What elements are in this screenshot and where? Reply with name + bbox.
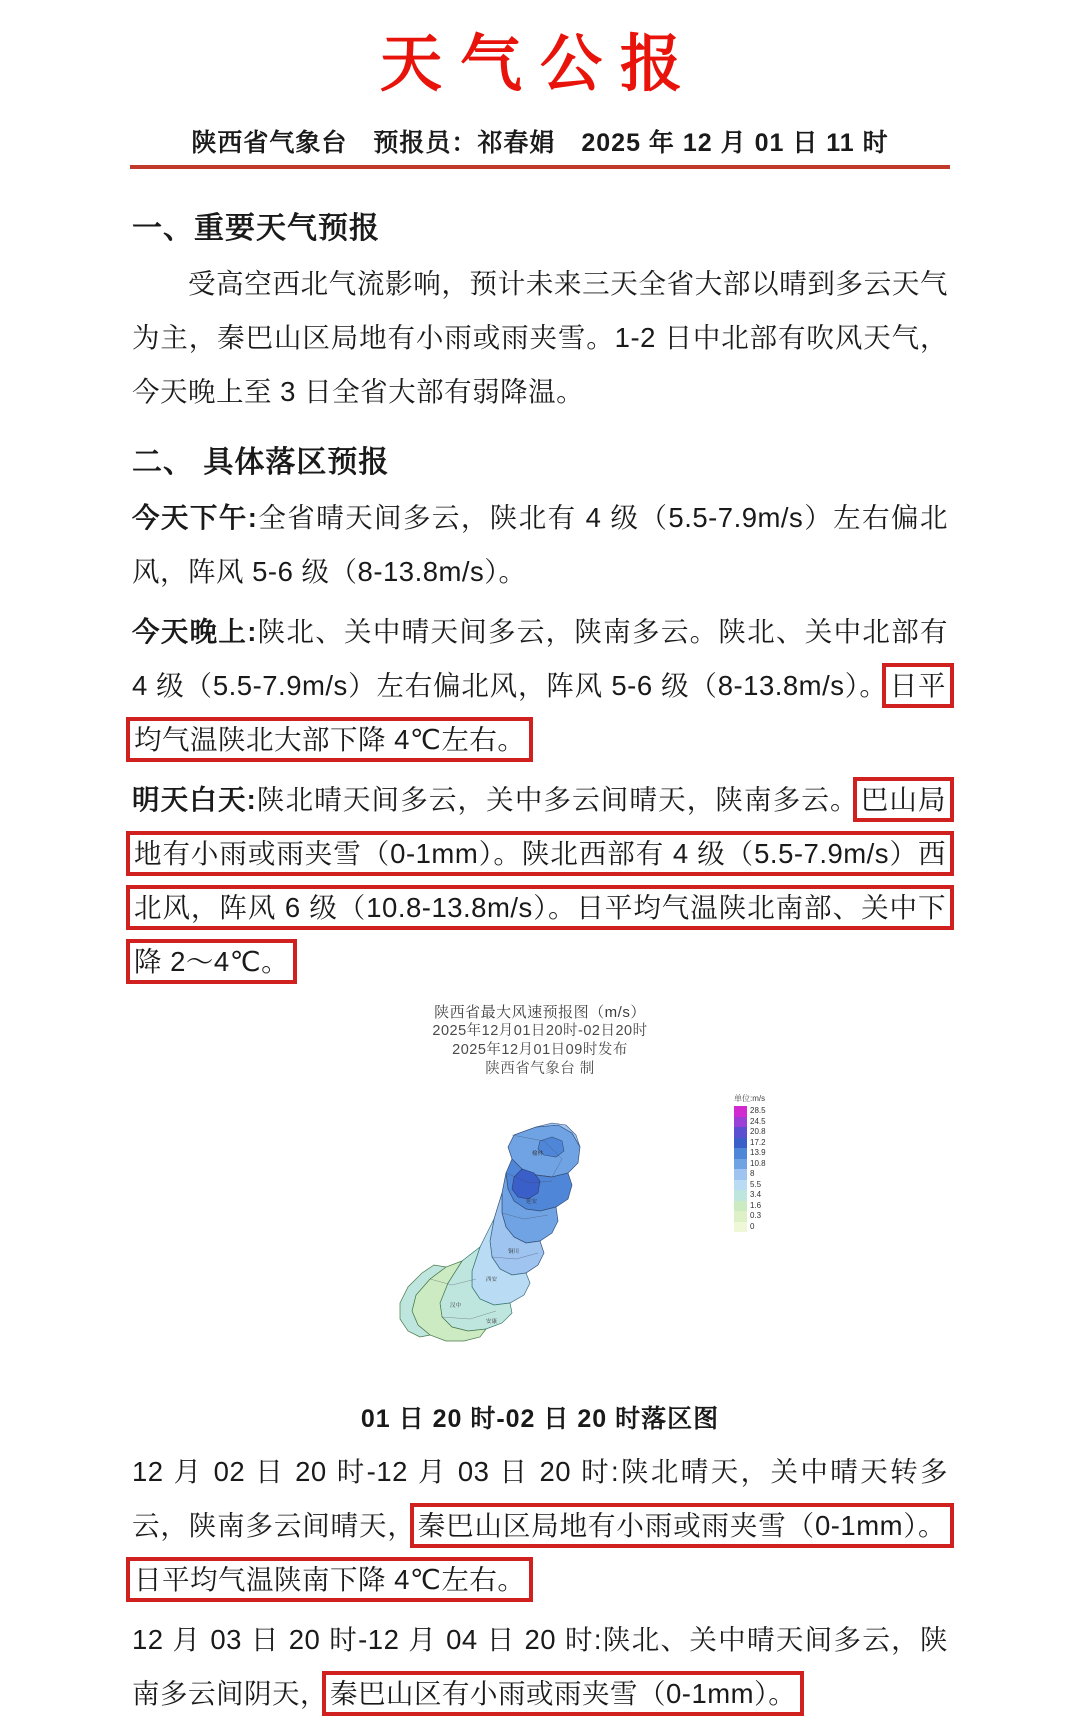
legend-item <box>734 1138 788 1149</box>
legend-swatch <box>734 1222 747 1233</box>
forecast-lead-tomorrow-daytime: 明天白天: <box>132 784 257 815</box>
legend-value: 3.4 <box>750 1190 762 1199</box>
wind-speed-map-figure <box>132 1003 948 1385</box>
legend-value: 13.9 <box>750 1148 766 1157</box>
forecast-text-tomorrow-daytime: 陕北晴天间多云，关中多云间晴天，陕南多云。 <box>256 784 859 815</box>
legend-value: 1.6 <box>750 1200 762 1210</box>
forecast-item-tomorrow-daytime <box>132 773 948 989</box>
document-body <box>0 169 1080 1721</box>
svg-text:铜川: 铜川 <box>508 1249 520 1255</box>
map-title-line: 陕西省最大风速预报图（m/s） <box>434 1004 646 1021</box>
legend-value: 20.8 <box>750 1127 766 1136</box>
legend-swatch <box>734 1211 747 1222</box>
byline: 陕西省气象台 预报员：祁春娟 2025 年 12 月 01 日 11 时 <box>130 123 950 169</box>
map-stage <box>300 1085 780 1385</box>
forecast-text-tonight: 陕北、关中晴天间多云，陕南多云。陕北、关中北部有 4 级（5.5-7.9m/s）左右偏北风，阵风 5-6 级（8-13.8m/s）。 <box>132 616 948 701</box>
svg-text:汉中: 汉中 <box>450 1303 462 1309</box>
highlight-tonight-temperature-drop: 日平均气温陕北大部下降 4℃左右。 <box>134 670 947 755</box>
legend-item <box>734 1201 788 1212</box>
legend-swatch <box>734 1190 747 1201</box>
legend-swatch <box>734 1159 747 1170</box>
svg-text:榆林: 榆林 <box>532 1151 544 1157</box>
legend-item <box>734 1222 788 1233</box>
highlight-dec02-dec03-precipitation: 秦巴山区局地有小雨或雨夹雪（0-1mm）。日平均气温陕南下降 4℃左右。 <box>134 1510 947 1595</box>
forecast-text-this-afternoon: 全省晴天间多云，陕北有 4 级（5.5-7.9m/s）左右偏北风，阵风 5-6 级（8-13.8m/s）。 <box>132 502 948 587</box>
legend-value: 28.5 <box>750 1106 766 1115</box>
byline-container <box>0 113 1080 169</box>
legend-item <box>734 1169 788 1180</box>
forecast-lead-this-afternoon: 今天下午: <box>132 502 258 533</box>
highlight-tomorrow-precipitation-wind: 巴山局地有小雨或雨夹雪（0-1mm）。陕北西部有 4 级（5.5-7.9m/s）西北风，阵风 6 级（10.8-13.8m/s）。日平均气温陕北南部、关中下降 2～4℃。 <box>134 784 946 977</box>
legend-swatch <box>734 1180 747 1191</box>
legend-item <box>734 1159 788 1170</box>
highlight-dec03-dec04-precipitation: 秦巴山区有小雨或雨夹雪（0-1mm）。 <box>330 1678 797 1709</box>
forecast-item-dec03-dec04 <box>132 1613 948 1721</box>
legend-value: 0.3 <box>750 1211 762 1220</box>
forecast-item-this-afternoon <box>132 491 948 599</box>
figure-caption: 01 日 20 时-02 日 20 时落区图 <box>360 1405 720 1433</box>
legend-swatch <box>734 1127 747 1138</box>
svg-text:安康: 安康 <box>486 1319 498 1325</box>
map-color-legend <box>734 1093 788 1232</box>
important-forecast-paragraph: 受高空西北气流影响，预计未来三天全省大部以晴到多云天气为主，秦巴山区局地有小雨或雨夹雪。1-2 日中北部有吹风天气，今天晚上至 3 日全省大部有弱降温。 <box>132 268 948 407</box>
legend-item <box>734 1211 788 1222</box>
legend-value: 24.5 <box>750 1116 766 1126</box>
legend-swatch <box>734 1138 747 1149</box>
legend-value: 17.2 <box>750 1137 766 1147</box>
svg-text:延安: 延安 <box>526 1199 538 1205</box>
legend-scale <box>734 1106 788 1232</box>
legend-swatch <box>734 1148 747 1159</box>
map-issued-line: 2025年12月01日09时发布 <box>452 1042 628 1058</box>
legend-item <box>734 1148 788 1159</box>
legend-item <box>734 1180 788 1191</box>
forecast-item-tonight <box>132 605 948 767</box>
page-title: 天气公报 <box>379 27 700 100</box>
legend-swatch <box>734 1201 747 1212</box>
legend-unit-label: 单位:m/s <box>734 1094 766 1103</box>
legend-swatch <box>734 1106 747 1117</box>
svg-text:西安: 西安 <box>486 1277 498 1283</box>
legend-value: 0 <box>750 1221 755 1231</box>
legend-item <box>734 1127 788 1138</box>
section-heading-important-forecast: 一、重要天气预报 <box>132 212 380 245</box>
forecast-item-dec02-dec03 <box>132 1445 948 1607</box>
legend-value: 8 <box>750 1169 755 1178</box>
legend-swatch <box>734 1169 747 1180</box>
forecast-text-dec03-dec04: 12 月 03 日 20 时-12 月 04 日 20 时:陕北、关中晴天间多云，陕南多云间阴天， <box>132 1624 948 1709</box>
forecast-lead-tonight: 今天晚上: <box>132 616 257 647</box>
section-heading-detailed-forecast: 二、 具体落区预报 <box>132 446 390 479</box>
map-producer-line: 陕西省气象台 制 <box>485 1061 595 1077</box>
map-period-line: 2025年12月01日20时-02日20时 <box>432 1023 648 1039</box>
legend-swatch <box>734 1117 747 1128</box>
map-header-text <box>132 1003 948 1079</box>
legend-item <box>734 1190 788 1201</box>
legend-value: 10.8 <box>750 1158 766 1168</box>
forecast-text-dec02-dec03: 12 月 02 日 20 时-12 月 03 日 20 时:陕北晴天，关中晴天转多云，陕南多云间晴天， <box>132 1456 948 1541</box>
legend-item <box>734 1117 788 1128</box>
legend-item <box>734 1106 788 1117</box>
shaanxi-wind-speed-map <box>300 1085 780 1385</box>
legend-value: 5.5 <box>750 1179 762 1189</box>
